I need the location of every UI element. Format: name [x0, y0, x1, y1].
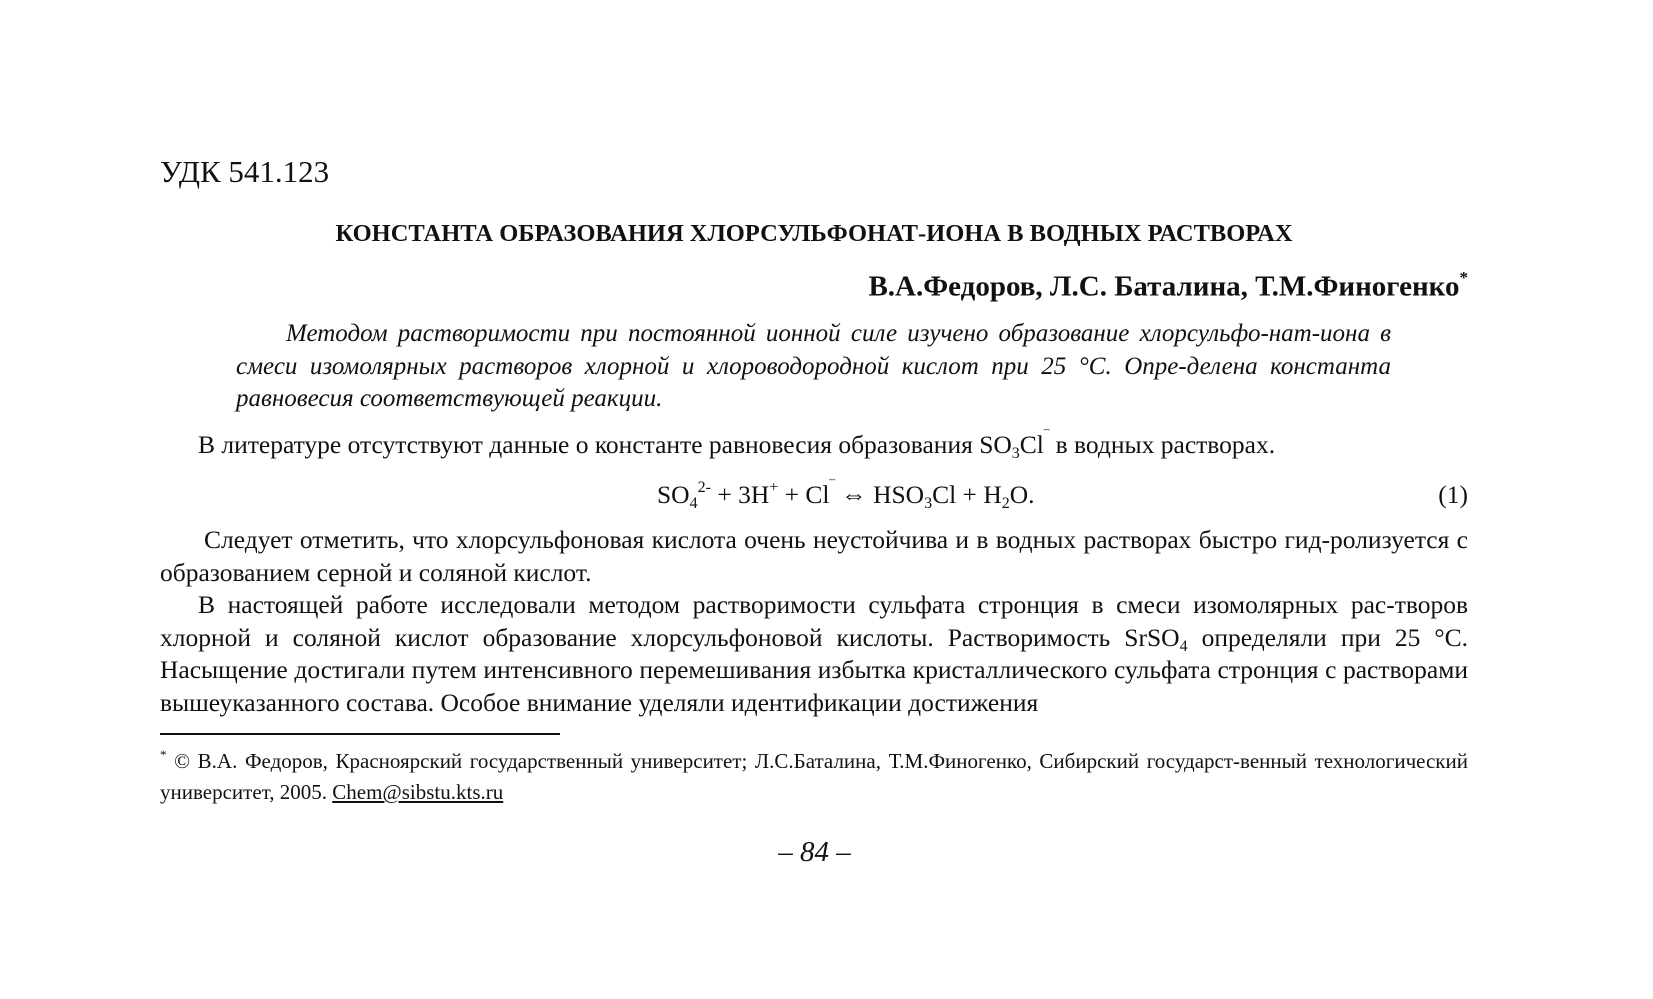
article-title: КОНСТАНТА ОБРАЗОВАНИЯ ХЛОРСУЛЬФОНАТ-ИОНА В ВОДНЫХ РАСТВОРАХ — [335, 220, 1293, 247]
equation-number: (1) — [1438, 480, 1468, 509]
footnote — [160, 746, 1468, 808]
udk-code: УДК 541.123 — [160, 154, 330, 189]
method-text-part1: В настоящей работе исследовали методом растворимости сульфата стронция в смеси изомолярных рас-творов хлорной и соляной кислот образование хлорсульфоновой кислоты. Растворимость SrSO — [160, 590, 1468, 652]
method-text-part2: определяли при 25 °С. Насыщение достигали путем интенсивного перемешивания избытка кристаллического сульфата стронция с растворами вышеуказанного состава. Особое внимание уделяли идентификации достижения — [160, 622, 1468, 717]
footnote-divider — [160, 733, 560, 735]
eq-arrow-product: ⇔ HSO — [834, 480, 925, 509]
eq-cl-water: Cl + H — [932, 480, 1002, 509]
reaction-equation — [657, 480, 1035, 510]
paragraph-hydrolysis: Следует отметить, что хлорсульфоновая кислота очень неустойчива и в водных растворах быстро гид-ролизуется с образованием серной и соляной кислот. — [160, 525, 1468, 587]
intro-text-before: В литературе отсутствуют данные о константе равновесия образования SO — [198, 430, 1012, 459]
author-footnote-mark: * — [1459, 268, 1468, 287]
footnote-email-link[interactable]: Chem@sibstu.kts.ru — [332, 780, 504, 804]
paragraph-method — [160, 589, 1468, 719]
page-number: – 84 – — [778, 836, 851, 868]
author-line — [868, 270, 1468, 304]
eq-sulfate-charge: 2- — [697, 479, 711, 496]
eq-sub-4: 4 — [689, 495, 698, 512]
eq-chloride: + Cl — [778, 480, 830, 509]
eq-sub-2: 2 — [1001, 495, 1010, 512]
intro-text-after: в водных растворах. — [1049, 430, 1276, 459]
intro-ion-charge: ‾ — [1043, 429, 1050, 446]
footnote-mark: * — [160, 747, 167, 762]
eq-chloride-charge: ‾ — [829, 479, 835, 496]
eq-sub-3: 3 — [924, 495, 933, 512]
author-names: В.А.Федоров, Л.С. Баталина, Т.М.Финогенко — [868, 270, 1460, 303]
method-subscript-4: 4 — [1179, 637, 1188, 655]
eq-proton: + 3H — [710, 480, 770, 509]
footnote-text: © В.А. Федоров, Красноярский государственный университет; Л.С.Баталина, Т.М.Финогенко, Сибирский государст-венный технологический университет, 2005. — [160, 749, 1468, 804]
intro-subscript-3: 3 — [1011, 445, 1020, 462]
intro-paragraph — [198, 430, 1275, 460]
eq-oxygen: O. — [1009, 480, 1035, 509]
eq-so4: SO — [657, 480, 690, 509]
eq-proton-charge: + — [769, 479, 779, 496]
abstract: Методом растворимости при постоянной ионной силе изучено образование хлорсульфо-нат-иона в смеси изомолярных растворов хлорной и хлороводородной кислот при 25 °С. Опре-делена константа равновесия соответствующей реакции. — [236, 320, 1391, 412]
intro-ion-cl: Cl — [1019, 430, 1044, 459]
